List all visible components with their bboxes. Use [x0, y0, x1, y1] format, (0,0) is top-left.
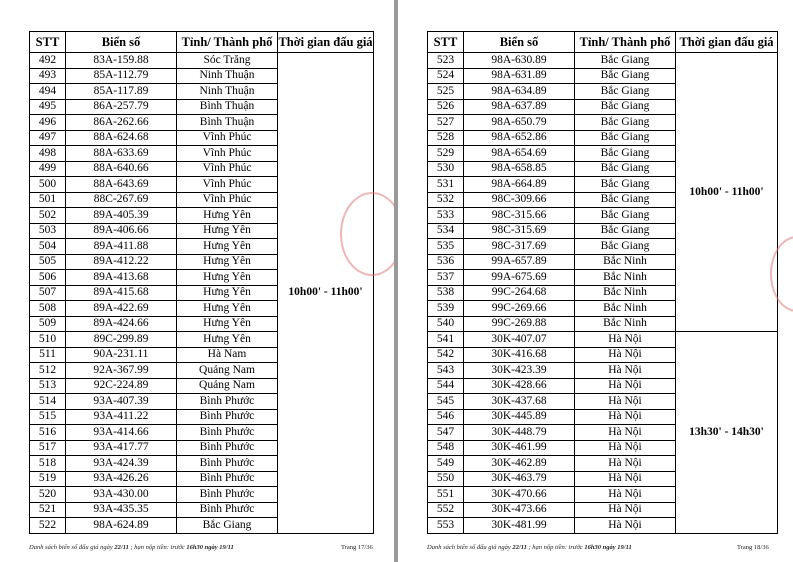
stt-cell: 526	[428, 99, 464, 115]
stt-cell: 523	[428, 53, 464, 69]
plate-cell: 88A-640.66	[66, 161, 177, 177]
stt-cell: 540	[428, 316, 464, 332]
stt-cell: 551	[428, 487, 464, 503]
stt-cell: 538	[428, 285, 464, 301]
plate-cell: 30K-481.99	[464, 518, 575, 534]
plate-cell: 93A-430.00	[66, 487, 177, 503]
plate-rows-left	[30, 53, 374, 534]
stt-cell: 492	[30, 53, 66, 69]
province-cell: Hà Nam	[177, 347, 278, 363]
table-row	[428, 332, 778, 348]
province-cell: Hưng Yên	[177, 239, 278, 255]
stt-cell: 531	[428, 177, 464, 193]
province-cell: Bắc Giang	[575, 53, 676, 69]
plate-cell: 98A-658.85	[464, 161, 575, 177]
province-cell: Hà Nội	[575, 409, 676, 425]
province-cell: Bắc Giang	[177, 518, 278, 534]
table-row	[428, 53, 778, 69]
time-slot-cell: 10h00' - 11h00'	[676, 53, 778, 332]
province-cell: Bình Phước	[177, 471, 278, 487]
stt-cell: 495	[30, 99, 66, 115]
table-row	[30, 53, 374, 69]
plate-cell: 86A-262.66	[66, 115, 177, 131]
header-time: Thời gian đấu giá	[278, 32, 374, 53]
stt-cell: 493	[30, 68, 66, 84]
stt-cell: 533	[428, 208, 464, 224]
stt-cell: 501	[30, 192, 66, 208]
plate-cell: 93A-414.66	[66, 425, 177, 441]
province-cell: Bắc Ninh	[575, 270, 676, 286]
stt-cell: 514	[30, 394, 66, 410]
stt-cell: 512	[30, 363, 66, 379]
plate-cell: 98A-664.89	[464, 177, 575, 193]
stt-cell: 524	[428, 68, 464, 84]
province-cell: Hà Nội	[575, 440, 676, 456]
stt-cell: 503	[30, 223, 66, 239]
table-header-row	[428, 32, 778, 53]
stt-cell: 529	[428, 146, 464, 162]
province-cell: Hưng Yên	[177, 254, 278, 270]
plate-cell: 89A-405.39	[66, 208, 177, 224]
province-cell: Hà Nội	[575, 456, 676, 472]
plate-cell: 93A-417.77	[66, 440, 177, 456]
page-number-left: Trang 17/36	[341, 544, 373, 551]
plate-cell: 89A-412.22	[66, 254, 177, 270]
plate-cell: 98C-309.66	[464, 192, 575, 208]
plate-cell: 30K-445.89	[464, 409, 575, 425]
province-cell: Vĩnh Phúc	[177, 161, 278, 177]
province-cell: Hưng Yên	[177, 270, 278, 286]
plate-cell: 88A-643.69	[66, 177, 177, 193]
stt-cell: 552	[428, 502, 464, 518]
stt-cell: 518	[30, 456, 66, 472]
province-cell: Vĩnh Phúc	[177, 146, 278, 162]
stt-cell: 494	[30, 84, 66, 100]
plate-cell: 99C-264.68	[464, 285, 575, 301]
document-page-left	[0, 0, 394, 562]
stt-cell: 500	[30, 177, 66, 193]
plate-cell: 30K-428.66	[464, 378, 575, 394]
province-cell: Bắc Giang	[575, 68, 676, 84]
province-cell: Hưng Yên	[177, 208, 278, 224]
document-page-right	[398, 0, 793, 562]
province-cell: Hà Nội	[575, 394, 676, 410]
stt-cell: 506	[30, 270, 66, 286]
province-cell: Hà Nội	[575, 518, 676, 534]
stt-cell: 504	[30, 239, 66, 255]
plate-cell: 98A-634.89	[464, 84, 575, 100]
stt-cell: 537	[428, 270, 464, 286]
province-cell: Bắc Giang	[575, 84, 676, 100]
province-cell: Bắc Ninh	[575, 301, 676, 317]
plate-cell: 30K-448.79	[464, 425, 575, 441]
stt-cell: 530	[428, 161, 464, 177]
province-cell: Bắc Giang	[575, 239, 676, 255]
stt-cell: 502	[30, 208, 66, 224]
stt-cell: 545	[428, 394, 464, 410]
plate-cell: 89A-424.66	[66, 316, 177, 332]
province-cell: Hà Nội	[575, 332, 676, 348]
province-cell: Hà Nội	[575, 425, 676, 441]
table-header-row	[30, 32, 374, 53]
stt-cell: 553	[428, 518, 464, 534]
stt-cell: 549	[428, 456, 464, 472]
header-stt: STT	[428, 32, 464, 53]
province-cell: Ninh Thuận	[177, 84, 278, 100]
province-cell: Vĩnh Phúc	[177, 177, 278, 193]
plate-cell: 30K-407.07	[464, 332, 575, 348]
stt-cell: 497	[30, 130, 66, 146]
plate-cell: 30K-470.66	[464, 487, 575, 503]
stt-cell: 519	[30, 471, 66, 487]
province-cell: Bình Phước	[177, 502, 278, 518]
plate-cell: 99C-269.66	[464, 301, 575, 317]
plate-cell: 93A-407.39	[66, 394, 177, 410]
province-cell: Hà Nội	[575, 502, 676, 518]
plate-cell: 83A-159.88	[66, 53, 177, 69]
stt-cell: 527	[428, 115, 464, 131]
plate-cell: 86A-257.79	[66, 99, 177, 115]
plate-cell: 98C-315.66	[464, 208, 575, 224]
stt-cell: 541	[428, 332, 464, 348]
province-cell: Bình Thuận	[177, 99, 278, 115]
plate-cell: 89C-299.89	[66, 332, 177, 348]
plate-cell: 30K-463.79	[464, 471, 575, 487]
plate-cell: 93A-411.22	[66, 409, 177, 425]
province-cell: Bình Phước	[177, 394, 278, 410]
province-cell: Hà Nội	[575, 487, 676, 503]
province-cell: Quảng Nam	[177, 378, 278, 394]
province-cell: Hưng Yên	[177, 332, 278, 348]
province-cell: Bắc Giang	[575, 208, 676, 224]
stt-cell: 498	[30, 146, 66, 162]
footer-note-right: Danh sách biển số đấu giá ngày 22/11 ; hạn nộp tiền: trước 16h30 ngày 19/11	[427, 544, 632, 551]
plate-cell: 93A-435.35	[66, 502, 177, 518]
plate-cell: 89A-413.68	[66, 270, 177, 286]
stt-cell: 496	[30, 115, 66, 131]
plate-table-left	[29, 31, 374, 534]
header-province: Tỉnh/ Thành phố	[575, 32, 676, 53]
stt-cell: 513	[30, 378, 66, 394]
plate-cell: 30K-423.39	[464, 363, 575, 379]
stt-cell: 546	[428, 409, 464, 425]
province-cell: Bắc Giang	[575, 161, 676, 177]
province-cell: Bình Phước	[177, 487, 278, 503]
plate-table-right	[427, 31, 778, 534]
stt-cell: 543	[428, 363, 464, 379]
province-cell: Bình Phước	[177, 440, 278, 456]
plate-cell: 89A-411.88	[66, 239, 177, 255]
province-cell: Hà Nội	[575, 363, 676, 379]
stt-cell: 535	[428, 239, 464, 255]
province-cell: Bắc Giang	[575, 99, 676, 115]
plate-rows-right	[428, 53, 778, 534]
plate-cell: 88A-633.69	[66, 146, 177, 162]
province-cell: Sóc Trăng	[177, 53, 278, 69]
plate-cell: 93A-426.26	[66, 471, 177, 487]
time-slot-cell: 13h30' - 14h30'	[676, 332, 778, 534]
page-number-right: Trang 18/36	[737, 544, 769, 551]
plate-cell: 92C-224.89	[66, 378, 177, 394]
province-cell: Bình Thuận	[177, 115, 278, 131]
province-cell: Bắc Giang	[575, 223, 676, 239]
stt-cell: 516	[30, 425, 66, 441]
province-cell: Bắc Ninh	[575, 285, 676, 301]
header-province: Tỉnh/ Thành phố	[177, 32, 278, 53]
stt-cell: 521	[30, 502, 66, 518]
plate-cell: 98C-317.69	[464, 239, 575, 255]
province-cell: Hưng Yên	[177, 285, 278, 301]
province-cell: Hà Nội	[575, 347, 676, 363]
stt-cell: 544	[428, 378, 464, 394]
stt-cell: 550	[428, 471, 464, 487]
province-cell: Hưng Yên	[177, 316, 278, 332]
plate-cell: 30K-437.68	[464, 394, 575, 410]
province-cell: Bắc Giang	[575, 146, 676, 162]
plate-cell: 30K-462.89	[464, 456, 575, 472]
stt-cell: 509	[30, 316, 66, 332]
plate-cell: 92A-367.99	[66, 363, 177, 379]
plate-cell: 89A-415.68	[66, 285, 177, 301]
plate-cell: 85A-117.89	[66, 84, 177, 100]
province-cell: Hà Nội	[575, 378, 676, 394]
stt-cell: 547	[428, 425, 464, 441]
header-time: Thời gian đấu giá	[676, 32, 778, 53]
province-cell: Hưng Yên	[177, 301, 278, 317]
province-cell: Bắc Giang	[575, 177, 676, 193]
stt-cell: 520	[30, 487, 66, 503]
plate-cell: 98C-315.69	[464, 223, 575, 239]
stt-cell: 511	[30, 347, 66, 363]
header-stt: STT	[30, 32, 66, 53]
stt-cell: 515	[30, 409, 66, 425]
header-plate: Biển số	[464, 32, 575, 53]
province-cell: Vĩnh Phúc	[177, 130, 278, 146]
plate-cell: 30K-461.99	[464, 440, 575, 456]
province-cell: Bắc Giang	[575, 192, 676, 208]
plate-cell: 88C-267.69	[66, 192, 177, 208]
plate-cell: 99A-675.69	[464, 270, 575, 286]
plate-cell: 98A-630.89	[464, 53, 575, 69]
footer-note-left: Danh sách biển số đấu giá ngày 22/11 ; hạn nộp tiền: trước 16h30 ngày 19/11	[29, 544, 234, 551]
time-slot-cell: 10h00' - 11h00'	[278, 53, 374, 534]
province-cell: Bình Phước	[177, 456, 278, 472]
header-plate: Biển số	[66, 32, 177, 53]
plate-cell: 30K-416.68	[464, 347, 575, 363]
plate-cell: 30K-473.66	[464, 502, 575, 518]
stt-cell: 522	[30, 518, 66, 534]
province-cell: Bắc Ninh	[575, 316, 676, 332]
plate-cell: 98A-650.79	[464, 115, 575, 131]
province-cell: Bình Phước	[177, 409, 278, 425]
province-cell: Vĩnh Phúc	[177, 192, 278, 208]
province-cell: Hà Nội	[575, 471, 676, 487]
stt-cell: 548	[428, 440, 464, 456]
plate-cell: 93A-424.39	[66, 456, 177, 472]
plate-cell: 98A-624.89	[66, 518, 177, 534]
stt-cell: 517	[30, 440, 66, 456]
province-cell: Bắc Ninh	[575, 254, 676, 270]
plate-cell: 99A-657.89	[464, 254, 575, 270]
stt-cell: 505	[30, 254, 66, 270]
plate-cell: 89A-406.66	[66, 223, 177, 239]
province-cell: Hưng Yên	[177, 223, 278, 239]
stt-cell: 499	[30, 161, 66, 177]
province-cell: Quảng Nam	[177, 363, 278, 379]
stt-cell: 528	[428, 130, 464, 146]
plate-cell: 98A-652.86	[464, 130, 575, 146]
province-cell: Bắc Giang	[575, 115, 676, 131]
stt-cell: 532	[428, 192, 464, 208]
plate-cell: 85A-112.79	[66, 68, 177, 84]
province-cell: Bình Phước	[177, 425, 278, 441]
plate-cell: 98A-631.89	[464, 68, 575, 84]
plate-cell: 98A-654.69	[464, 146, 575, 162]
plate-cell: 90A-231.11	[66, 347, 177, 363]
stt-cell: 536	[428, 254, 464, 270]
plate-cell: 89A-422.69	[66, 301, 177, 317]
stt-cell: 539	[428, 301, 464, 317]
plate-cell: 88A-624.68	[66, 130, 177, 146]
plate-cell: 99C-269.88	[464, 316, 575, 332]
province-cell: Ninh Thuận	[177, 68, 278, 84]
plate-cell: 98A-637.89	[464, 99, 575, 115]
stt-cell: 542	[428, 347, 464, 363]
stt-cell: 510	[30, 332, 66, 348]
stt-cell: 534	[428, 223, 464, 239]
province-cell: Bắc Giang	[575, 130, 676, 146]
stt-cell: 525	[428, 84, 464, 100]
stt-cell: 507	[30, 285, 66, 301]
stt-cell: 508	[30, 301, 66, 317]
